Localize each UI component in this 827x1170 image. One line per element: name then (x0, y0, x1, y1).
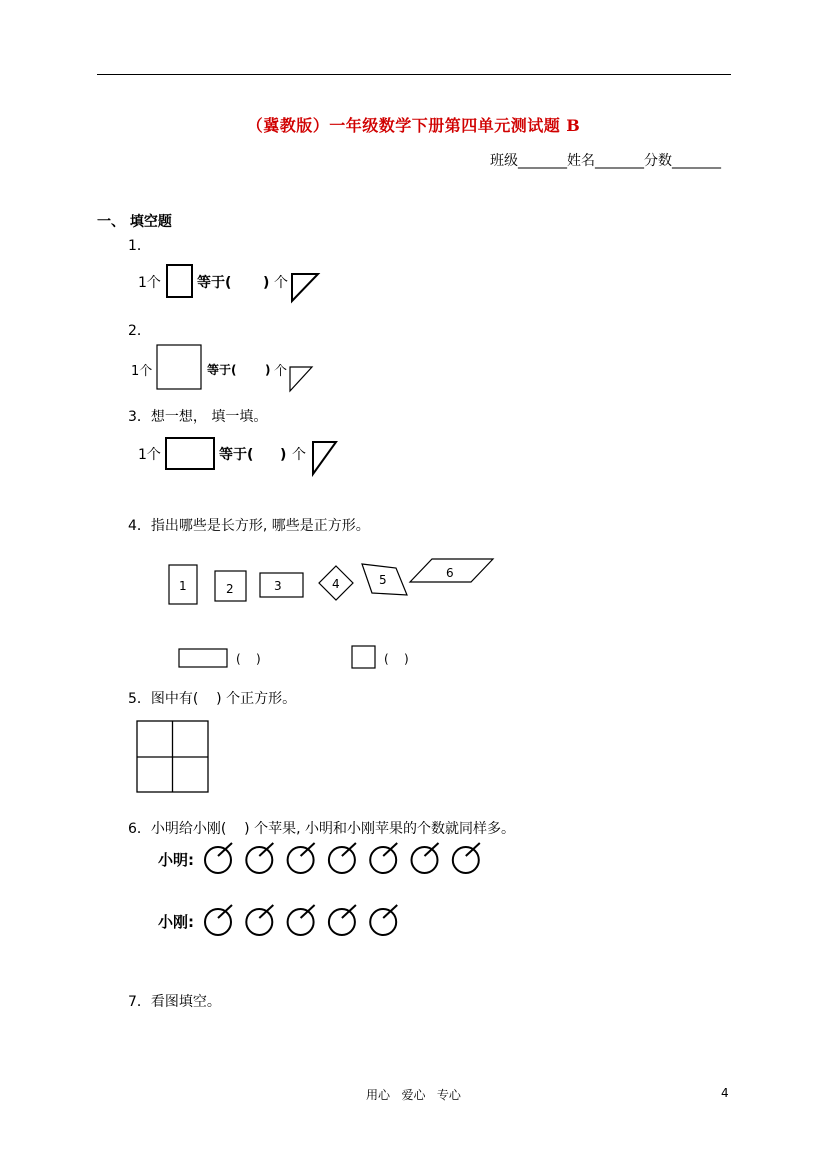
row-xiaoming-label: 小明: (158, 851, 194, 869)
question-5-label: 5．图中有( ) 个正方形。 (128, 691, 297, 707)
row-xiaogang-label: 小刚: (158, 913, 194, 931)
student-info-line: 班级_______姓名_______分数_______ (490, 153, 721, 169)
q1-triangle-shape (292, 274, 318, 301)
shape-2-label: 2 (226, 582, 234, 596)
q2-lead-text: 1个 (131, 364, 153, 379)
apple-xiaogang-3 (288, 905, 315, 935)
q3-equals-text: 等于( (219, 447, 254, 463)
apple-xiaoming-5 (370, 843, 397, 873)
q2-equals-text: 等于( (207, 363, 237, 377)
shape-5-label: 5 (379, 573, 387, 587)
page-title: （冀教版）一年级数学下册第四单元测试题 B (246, 116, 581, 135)
shape-4-label: 4 (332, 577, 340, 591)
q3-unit-text: 个 (292, 447, 306, 463)
question-1-label: 1． (128, 238, 151, 254)
apple-xiaoming-4 (329, 843, 356, 873)
apple-xiaogang-5 (370, 905, 397, 935)
question-5-grid-figure (136, 720, 210, 794)
q3-triangle-shape (313, 442, 336, 474)
q2-unit-text: 个 (274, 364, 288, 379)
page-number: 4 (721, 1086, 729, 1100)
question-4-label: 4．指出哪些是长方形, 哪些是正方形。 (128, 518, 370, 534)
shape-6-label: 6 (446, 566, 454, 580)
apple-xiaoming-6 (412, 843, 439, 873)
question-4-figure (160, 552, 500, 677)
question-6-apple-figure (155, 838, 500, 946)
question-3-label: 3．想一想， 填一填。 (128, 409, 268, 425)
apple-xiaoming-3 (288, 843, 315, 873)
section-heading: 一、 填空题 (97, 214, 172, 230)
rectangle-answer-shape (179, 649, 227, 667)
q1-equals-text: 等于( (197, 275, 232, 291)
shape-3-label: 3 (274, 579, 282, 593)
shape-1-label: 1 (179, 579, 187, 593)
apple-xiaogang-1 (205, 905, 232, 935)
apple-xiaogang-4 (329, 905, 356, 935)
q1-close-paren: ) (263, 275, 270, 291)
apple-xiaoming-7 (453, 843, 480, 873)
rectangle-answer-blank: ( ) (236, 652, 261, 666)
question-6-label: 6．小明给小刚( ) 个苹果, 小明和小刚苹果的个数就同样多。 (128, 821, 515, 837)
square-answer-blank: ( ) (384, 652, 409, 666)
q3-lead-text: 1个 (138, 447, 161, 463)
header-rule (97, 74, 731, 75)
q2-triangle-shape (290, 367, 312, 391)
apple-xiaogang-2 (246, 905, 273, 935)
q1-unit-text: 个 (274, 275, 288, 291)
q1-rectangle-shape (167, 265, 192, 297)
question-7-label: 7．看图填空。 (128, 994, 221, 1010)
q1-lead-text: 1个 (138, 275, 161, 291)
q3-rectangle-shape (166, 438, 214, 469)
footer-motto: 用心 爱心 专心 (366, 1088, 461, 1102)
q2-square-shape (157, 345, 201, 389)
question-2-label: 2． (128, 323, 151, 339)
square-answer-shape (352, 646, 375, 668)
q3-close-paren: ) (280, 447, 287, 463)
question-2-figure (128, 340, 318, 396)
apple-xiaoming-1 (205, 843, 232, 873)
question-1-figure (128, 256, 328, 308)
question-3-figure (128, 432, 343, 478)
apple-xiaoming-2 (246, 843, 273, 873)
q2-close-paren: ) (265, 363, 271, 377)
